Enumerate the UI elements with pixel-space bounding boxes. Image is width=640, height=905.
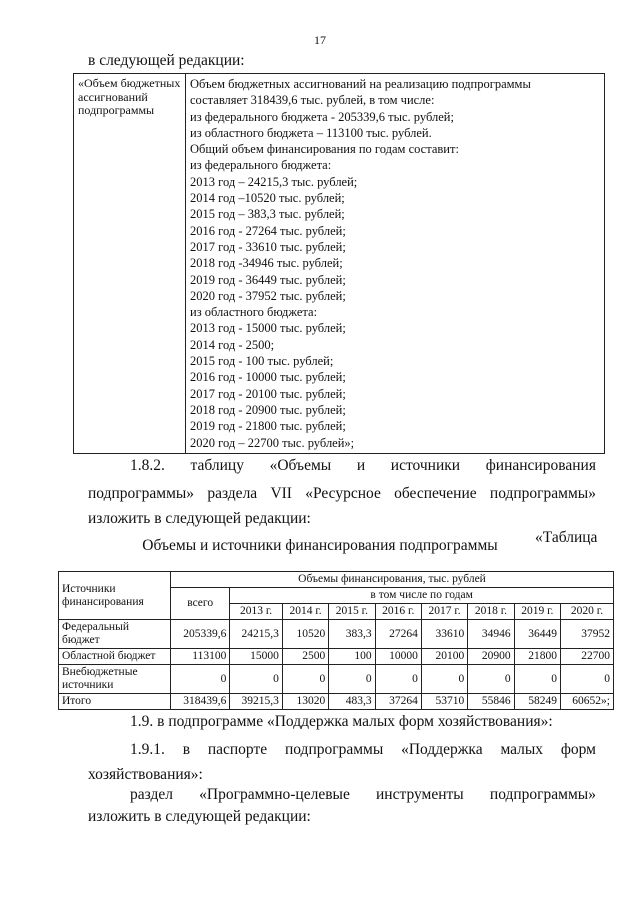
row-value: 100 — [329, 649, 375, 665]
passport-line: из федерального бюджета: — [190, 158, 332, 173]
year-header: 2018 г. — [468, 604, 514, 620]
passport-line: 2019 год - 21800 тыс. рублей; — [190, 419, 346, 434]
row-value: 15000 — [230, 649, 283, 665]
row-total: 113100 — [171, 649, 230, 665]
row-value: 2500 — [282, 649, 328, 665]
row-source: Внебюджетные источники — [59, 665, 171, 694]
finance-table — [58, 571, 614, 710]
passport-line: 2020 год - 37952 тыс. рублей; — [190, 288, 346, 303]
word: «Объемы — [269, 457, 332, 474]
row-value: 36449 — [514, 620, 560, 649]
passport-line: 2016 год - 27264 тыс. рублей; — [190, 223, 346, 238]
row-source: Федеральный бюджет — [59, 620, 171, 649]
para-191-line2: хозяйствования»: — [88, 766, 203, 783]
row-value: 10000 — [375, 649, 421, 665]
table-row — [59, 649, 614, 665]
row-value: 53710 — [421, 694, 467, 710]
word: подпрограммы» — [88, 485, 195, 502]
row-value: 0 — [329, 665, 375, 694]
page-number: 17 — [314, 33, 326, 47]
row-value: 13020 — [282, 694, 328, 710]
table-row — [59, 620, 614, 649]
passport-right-cell — [186, 74, 605, 454]
row-total: 318439,6 — [171, 694, 230, 710]
row-value: 0 — [514, 665, 560, 694]
word: подпрограммы» — [489, 485, 596, 502]
word: «Программно-целевые — [199, 786, 350, 803]
year-header: 2013 г. — [230, 604, 283, 620]
row-value: 0 — [421, 665, 467, 694]
word: «Поддержка — [401, 741, 483, 758]
word: таблицу — [190, 457, 244, 474]
passport-line: 2018 год -34946 тыс. рублей; — [190, 256, 343, 271]
row-value: 33610 — [421, 620, 467, 649]
row-value: 0 — [230, 665, 283, 694]
passport-line: 2015 год – 383,3 тыс. рублей; — [190, 207, 345, 222]
passport-line: 2017 год - 20100 тыс. рублей; — [190, 386, 346, 401]
para-191-line1 — [130, 740, 596, 760]
para-19: 1.9. в подпрограмме «Поддержка малых форм хозяйствования»: — [130, 713, 553, 730]
passport-line: 2016 год - 10000 тыс. рублей; — [190, 370, 346, 385]
para-182-line1 — [130, 456, 596, 476]
word: паспорте — [207, 741, 268, 758]
year-header: 2015 г. — [329, 604, 375, 620]
passport-line: 2013 год - 15000 тыс. рублей; — [190, 321, 346, 336]
row-value: 60652»; — [561, 694, 614, 710]
row-value: 21800 — [514, 649, 560, 665]
para-section-line2: изложить в следующей редакции: — [88, 808, 311, 825]
word: обеспечение — [394, 485, 477, 502]
word: в — [182, 741, 191, 758]
row-value: 37952 — [561, 620, 614, 649]
row-value: 55846 — [468, 694, 514, 710]
row-source: Областной бюджет — [59, 649, 171, 665]
passport-line: составляет 318439,6 тыс. рублей, в том числе: — [190, 93, 435, 108]
year-header: 2020 г. — [561, 604, 614, 620]
row-value: 58249 — [514, 694, 560, 710]
passport-left-cell: «Объем бюджетных ассигнований подпрограммы — [74, 74, 186, 454]
year-header: 2017 г. — [421, 604, 467, 620]
row-total: 0 — [171, 665, 230, 694]
row-value: 383,3 — [329, 620, 375, 649]
year-header: 2016 г. — [375, 604, 421, 620]
row-value: 22700 — [561, 649, 614, 665]
header-volumes: Объемы финансирования, тыс. рублей — [171, 572, 614, 588]
passport-line: 2018 год - 20900 тыс. рублей; — [190, 402, 346, 417]
header-total: всего — [171, 588, 230, 620]
row-value: 37264 — [375, 694, 421, 710]
row-total: 205339,6 — [171, 620, 230, 649]
passport-line: из областного бюджета – 113100 тыс. рублей. — [190, 125, 432, 140]
passport-line: 2013 год – 24215,3 тыс. рублей; — [190, 174, 358, 189]
intro-line: в следующей редакции: — [88, 52, 245, 69]
row-value: 20900 — [468, 649, 514, 665]
word: раздела — [207, 485, 258, 502]
word: «Ресурсное — [305, 485, 381, 502]
row-source: Итого — [59, 694, 171, 710]
passport-line: 2017 год - 33610 тыс. рублей; — [190, 239, 346, 254]
word: раздел — [130, 786, 173, 803]
year-header: 2019 г. — [514, 604, 560, 620]
word: подпрограммы» — [489, 786, 596, 803]
row-value: 483,3 — [329, 694, 375, 710]
word: 1.8.2. — [130, 457, 165, 474]
word: форм — [560, 741, 596, 758]
row-value: 0 — [468, 665, 514, 694]
word: и — [356, 457, 366, 474]
header-sources: Источники финансирования — [59, 572, 171, 620]
para-182-line2 — [88, 484, 596, 504]
row-value: 0 — [561, 665, 614, 694]
row-value: 34946 — [468, 620, 514, 649]
passport-line: 2020 год – 22700 тыс. рублей»; — [190, 435, 355, 450]
passport-line: из областного бюджета: — [190, 305, 318, 320]
year-header: 2014 г. — [282, 604, 328, 620]
table-row — [59, 694, 614, 710]
passport-table — [73, 73, 605, 454]
word: инструменты — [376, 786, 464, 803]
row-value: 0 — [375, 665, 421, 694]
passport-line: 2019 год - 36449 тыс. рублей; — [190, 272, 346, 287]
header-by-year: в том числе по годам — [230, 588, 614, 604]
para-section-line1 — [130, 785, 596, 805]
passport-line: 2015 год - 100 тыс. рублей; — [190, 354, 334, 369]
row-value: 24215,3 — [230, 620, 283, 649]
para-182-line3: изложить в следующей редакции: — [88, 510, 311, 527]
table-label: «Таблица — [535, 529, 598, 546]
row-value: 0 — [282, 665, 328, 694]
word: источники — [390, 457, 461, 474]
row-value: 10520 — [282, 620, 328, 649]
passport-line: Объем бюджетных ассигнований на реализацию подпрограммы — [190, 77, 531, 91]
word: финансирования — [485, 457, 596, 474]
table-caption: Объемы и источники финансирования подпрограммы — [142, 537, 498, 554]
passport-line: 2014 год - 2500; — [190, 337, 275, 352]
word: 1.9.1. — [130, 741, 165, 758]
passport-line: Общий объем финансирования по годам составит: — [190, 142, 459, 157]
row-value: 20100 — [421, 649, 467, 665]
table-row — [59, 665, 614, 694]
word: малых — [500, 741, 544, 758]
word: VII — [270, 485, 292, 502]
row-value: 27264 — [375, 620, 421, 649]
word: подпрограммы — [284, 741, 384, 758]
row-value: 39215,3 — [230, 694, 283, 710]
passport-line: из федерального бюджета - 205339,6 тыс. рублей; — [190, 109, 454, 124]
passport-line: 2014 год –10520 тыс. рублей; — [190, 191, 345, 206]
